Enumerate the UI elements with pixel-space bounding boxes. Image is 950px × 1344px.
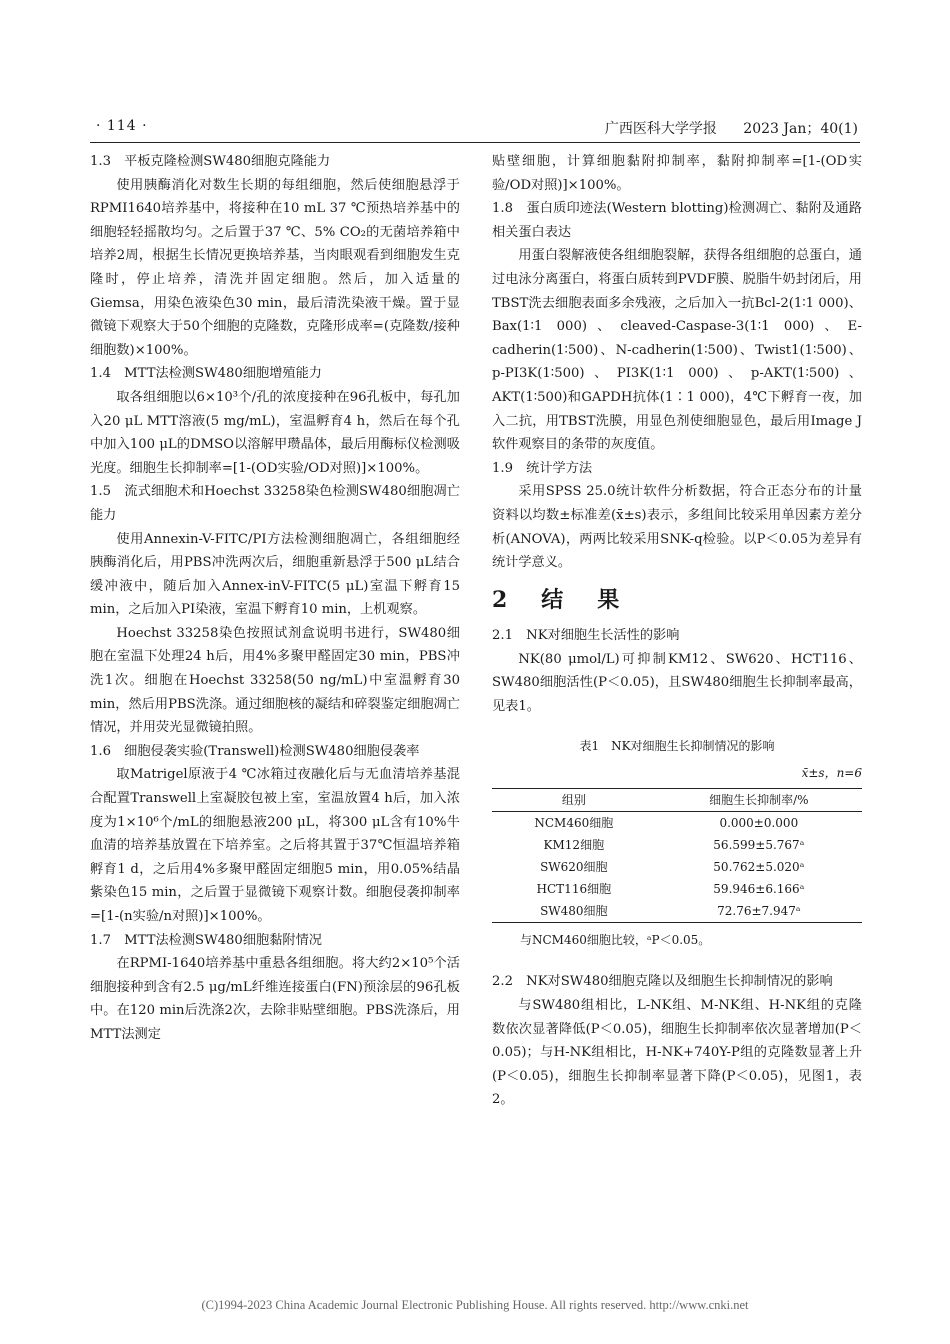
table-stat-note: x̄±s，n=6 [801,766,862,781]
table-header-rate: 细胞生长抑制率/% [709,792,809,807]
table-row [492,811,862,834]
paragraph: 取Matrigel原液于4 ℃冰箱过夜融化后与无血清培养基混合配置Transwell上室凝胶包被上室，室温放置4 h后，加入浓度为1×10⁶个/mL的细胞悬液200 μL，将300 μL含有10%牛血清的培养基放置在下培养室。之后将其置于37℃恒温培养箱孵育1 d，之后用4%多聚甲醛固定细胞5 min，用0.05%结晶紫染色15 min，之后置于显微镜下观察计数。细胞侵袭抑制率=[1-(n实验/n对照)]×100%。 [90,767,460,924]
table-cell-value: 59.946±6.166ᵃ [713,881,805,896]
table-cell-group: HCT116细胞 [536,881,612,896]
right-column-methods [492,150,862,575]
paragraph: 取各组细胞以6×10³个/孔的浓度接种在96孔板中，每孔加入20 μL MTT溶液(5 mg/mL)，室温孵育4 h，然后在每个孔中加入100 μL的DMSO以溶解甲瓒晶体，最后用酶标仪检测吸光度。细胞生长抑制率=[1-(OD实验/OD对照)]×100%。 [90,389,460,476]
table-header-row [492,788,862,811]
section-heading: 1.8 蛋白质印迹法(Western blotting)检测凋亡、黏附及通路相关蛋白表达 [492,201,862,240]
paragraph: Hoechst 33258染色按照试剂盒说明书进行，SW480细胞在室温下处理24 h后，用4%多聚甲醛固定30 min，PBS冲洗1次。细胞在Hoechst 33258(50 ng/mL)中室温孵育30 min，然后用PBS洗涤。通过细胞核的凝结和碎裂鉴定细胞凋亡情况，并用荧光显微镜拍照。 [90,625,460,736]
section-heading: 1.9 统计学方法 [492,460,593,476]
table-cell-group: NCM460细胞 [534,815,614,830]
results-heading: 2 结 果 [492,586,626,613]
table-1 [492,788,862,923]
section-heading: 1.3 平板克隆检测SW480细胞克隆能力 [90,154,331,169]
paragraph: 贴壁细胞，计算细胞黏附抑制率，黏附抑制率=[1-(OD实验/OD对照)]×100%。 [492,154,862,193]
paragraph: 采用SPSS 25.0统计软件分析数据，符合正态分布的计量资料以均数±标准差(x̄±s)表示，多组间比较采用单因素方差分析(ANOVA)，两两比较采用SNK-q检验。以P＜0.05为差异有统计学意义。 [492,484,862,571]
left-column [90,150,460,1047]
table-footnote: 与NCM460细胞比较，ᵃP＜0.05。 [520,932,711,947]
section-heading: 1.5 流式细胞术和Hoechst 33258染色检测SW480细胞凋亡能力 [90,484,460,523]
right-column [492,150,862,1112]
page-number: · 114 · [96,118,148,134]
table-row [492,900,862,923]
paragraph: 在RPMI-1640培养基中重悬各组细胞。将大约2×10⁵个活细胞接种到含有2.5 μg/mL纤维连接蛋白(FN)预涂层的96孔板中。在120 min后洗涤2次，去除非贴壁细胞。PBS洗涤后，用MTT法测定 [90,956,460,1042]
table-cell-group: SW480细胞 [540,903,608,918]
paragraph: 用蛋白裂解液使各组细胞裂解，获得各组细胞的总蛋白，通过电泳分离蛋白，将蛋白质转到PVDF膜、脱脂牛奶封闭后，用TBST洗去细胞表面多余残液，之后加入一抗Bcl-2(1∶1 000)、Bax(1∶1 000)、cleaved-Caspase-3(1∶1 000)、E-cadherin(1∶500)、N-cadherin(1∶500)、Twist1(1∶500)、p-PI3K(1∶500)、PI3K(1∶1 000)、p-AKT(1∶500)、AKT(1∶500)和GAPDH抗体(1∶1 000)，4℃下孵育一夜，加入二抗，用TBST洗膜，用显色剂使细胞显色，最后用Image J软件观察目的条带的灰度值。 [492,248,862,453]
section-heading: 1.7 MTT法检测SW480细胞黏附情况 [90,932,322,948]
section-2-2-heading: 2.2 NK对SW480细胞克隆以及细胞生长抑制情况的影响 [492,974,833,990]
table-header-group: 组别 [561,792,586,807]
table-row [492,834,862,856]
journal-issue: 2023 Jan；40(1) [743,121,858,137]
copyright-footer: (C)1994-2023 China Academic Journal Electronic Publishing House. All rights reserved. http://www.cnki.net [201,1298,749,1312]
paragraph: 使用Annexin-V-FITC/PI方法检测细胞凋亡，各组细胞经胰酶消化后，用PBS冲洗两次后，细胞重新悬浮于500 μL结合缓冲液中，随后加入Annex-inV-FITC(5 μL)室温下孵育15 min，之后加入PI染液，室温下孵育10 min，上机观察。 [90,531,460,618]
journal-name: 广西医科大学学报 [604,121,717,137]
running-header [583,118,858,138]
section-heading: 1.6 细胞侵袭实验(Transwell)检测SW480细胞侵袭率 [90,743,420,759]
table-cell-value: 72.76±7.947ᵃ [717,903,801,918]
table-cell-group: KM12细胞 [543,837,605,852]
section-heading: 1.4 MTT法检测SW480细胞增殖能力 [90,366,322,382]
section-2-1-heading: 2.1 NK对细胞生长活性的影响 [492,628,680,644]
header-rule [90,142,860,143]
table-cell-value: 56.599±5.767ᵃ [713,837,805,852]
table-cell-value: 0.000±0.000 [719,815,799,830]
table-row [492,856,862,878]
table-row [492,878,862,900]
table-cell-group: SW620细胞 [540,859,608,874]
table-cell-value: 50.762±5.020ᵃ [713,859,805,874]
paragraph: 使用胰酶消化对数生长期的每组细胞，然后使细胞悬浮于RPMI1640培养基中，将接种在10 mL 37 ℃预热培养基中的细胞轻轻摇散均匀。之后置于37 ℃、5% CO₂的无菌培养箱中培养2周，根据生长情况更换培养基，当肉眼观看到细胞发生克隆时，停止培养，清洗并固定细胞。然后，加入适量的Giemsa，用染色液染色30 min，最后清洗染液干燥。置于显微镜下观察大于50个细胞的克隆数，克隆形成率=(克隆数/接种细胞数)×100%。 [90,177,460,358]
table-caption: 表1 NK对细胞生长抑制情况的影响 [579,738,775,753]
section-2-1-text: NK(80 μmol/L)可抑制KM12、SW620、HCT116、SW480细胞活性(P＜0.05)，且SW480细胞生长抑制率最高，见表1。 [492,651,862,715]
section-2-2-text: 与SW480组相比，L-NK组、M-NK组、H-NK组的克隆数依次显著降低(P＜0.05)，细胞生长抑制率依次显著增加(P＜0.05)；与H-NK组相比，H-NK+740Y-P组的克隆数显著上升(P＜0.05)，细胞生长抑制率显著下降(P＜0.05)，见图1，表2。 [492,998,862,1108]
